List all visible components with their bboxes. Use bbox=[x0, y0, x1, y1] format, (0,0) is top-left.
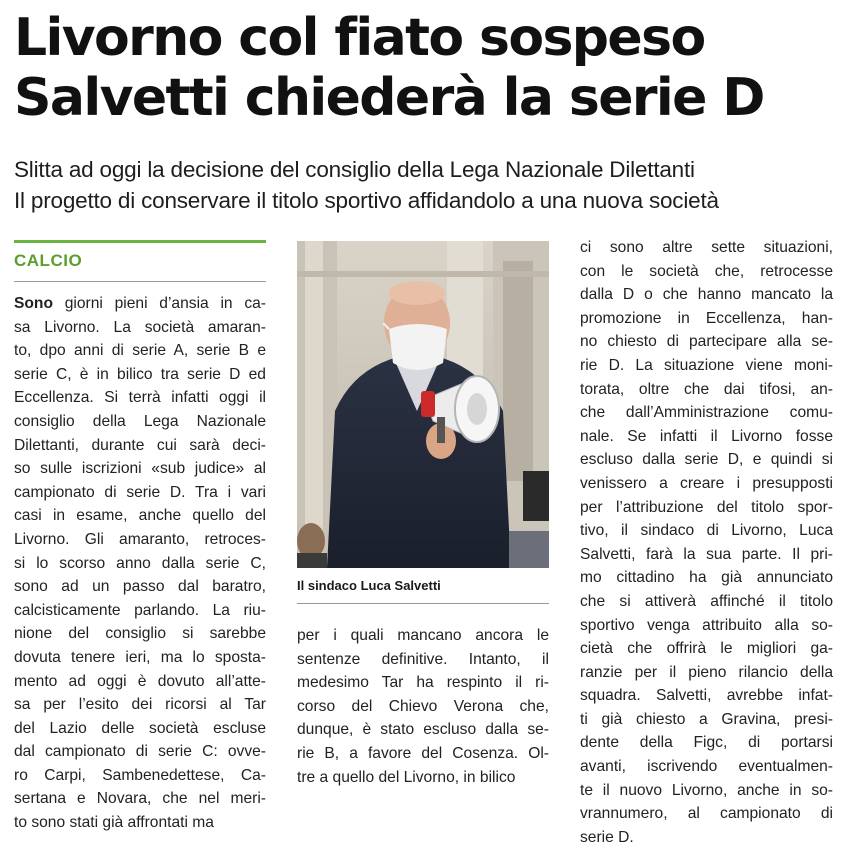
rubric-divider bbox=[14, 281, 266, 282]
subheadline bbox=[14, 154, 834, 216]
text-line: rie B, a favore del Cosenza. Ol- bbox=[297, 744, 549, 762]
text-line: medesimo Tar ha respinto il ri- bbox=[297, 674, 549, 692]
text-line: del Lazio delle società escluse bbox=[14, 719, 266, 737]
text-line: si lo scorso anno dalla serie C, bbox=[14, 554, 266, 572]
text-line: campionato di serie D. Tra i vari bbox=[14, 483, 266, 501]
text-line: con le società che, retrocesse bbox=[580, 262, 833, 280]
text-line: dente della Figc, di portarsi bbox=[580, 734, 833, 752]
text-line: nale. Se infatti il Livorno fosse bbox=[580, 427, 833, 445]
photo-caption: Il sindaco Luca Salvetti bbox=[297, 578, 441, 593]
text-line: mento ad oggi è dovuto all’atte- bbox=[14, 672, 266, 690]
text-line: mo cittadino ha già annunciato bbox=[580, 569, 833, 587]
text-line: che si attiverà affinché il titolo bbox=[580, 592, 833, 610]
text-line: no chiesto di partecipare alla se- bbox=[580, 333, 833, 351]
text-line: squadra. Salvetti, avrebbe infat- bbox=[580, 687, 833, 705]
text-line: tivo, il sindaco di Livorno, Luca bbox=[580, 522, 833, 540]
headline bbox=[14, 8, 834, 128]
text-line: sa per l’esito dei ricorsi al Tar bbox=[14, 696, 266, 714]
text-line: ci sono altre sette situazioni, bbox=[580, 239, 833, 256]
text-line: ti già chiesto a Gravina, presi- bbox=[580, 710, 833, 728]
text-line: per i quali mancano ancora le bbox=[297, 627, 549, 644]
text-line: cietà che offrirà le migliori ga- bbox=[580, 640, 833, 658]
text-line: so sulle iscrizioni «sub judice» al bbox=[14, 460, 266, 478]
text-line: venissero a creare i presupposti bbox=[580, 474, 833, 492]
article-column-1 bbox=[14, 292, 266, 835]
text-line: corso del Chievo Verona che, bbox=[297, 697, 549, 715]
text-line: serie C, è in bilico tra serie D ed bbox=[14, 365, 266, 383]
photo-illustration bbox=[297, 241, 549, 568]
text-line: Sono giorni pieni d’ansia in ca- bbox=[14, 295, 266, 312]
text-line: avanti, iscrivendo eventualmen- bbox=[580, 758, 833, 776]
text-line: consiglio della Lega Nazionale bbox=[14, 412, 266, 430]
text-line: Eccellenza. Si terrà infatti oggi il bbox=[14, 389, 266, 407]
text-line: promozione in Eccellenza, han- bbox=[580, 309, 833, 327]
text-line: torata, oltre che dai tifosi, an- bbox=[580, 380, 833, 398]
text-line: vrannumero, al campionato di bbox=[580, 805, 833, 823]
text-line: ro Carpi, Sambenedettese, Ca- bbox=[14, 766, 266, 784]
text-line: che dall’Amministrazione comu- bbox=[580, 404, 833, 422]
text-line: dal campionato di serie C: ovve- bbox=[14, 743, 266, 761]
article-column-2 bbox=[297, 624, 549, 789]
text-line: rie D. La situazione viene moni- bbox=[580, 356, 833, 374]
headline-line-2: Salvetti chiederà la serie D bbox=[14, 68, 764, 128]
text-line: sertana e Novara, che nel meri- bbox=[14, 790, 266, 808]
text-line: to, dpo anni di serie A, serie B e bbox=[14, 342, 266, 360]
text-line: sono ad un passo dal baratro, bbox=[14, 578, 266, 596]
text-line: sa Livorno. La società amaran- bbox=[14, 318, 266, 336]
text-line: Salvetti, farà la sua parte. Il pri- bbox=[580, 545, 833, 563]
text-line: ranzie per il pieno rilancio della bbox=[580, 663, 833, 681]
text-line: sentenze definitive. Intanto, il bbox=[297, 650, 549, 668]
text-line: to sono stati già affrontati ma bbox=[14, 814, 214, 832]
text-line: casi in esame, anche quello del bbox=[14, 507, 266, 525]
text-line: nione del consiglio si sarebbe bbox=[14, 625, 266, 643]
article-column-3 bbox=[580, 236, 833, 849]
text-line: serie D. bbox=[580, 828, 634, 846]
text-line: calcisticamente parlando. La riu- bbox=[14, 601, 266, 619]
caption-divider bbox=[297, 603, 549, 604]
rubric-bar bbox=[14, 240, 266, 243]
lead-word: Sono bbox=[14, 295, 53, 312]
text-line: dalla D o che hanno mancato la bbox=[580, 286, 833, 304]
text-line: per l’attribuzione del titolo spor- bbox=[580, 498, 833, 516]
photo-mayor bbox=[297, 241, 549, 568]
text-line: escluso dalla serie D, e quindi si bbox=[580, 451, 833, 469]
subheadline-line-1: Slitta ad oggi la decisione del consiglio della Lega Nazionale Dilettanti bbox=[14, 157, 695, 182]
text-line: Dilettanti, durante cui sarà deci- bbox=[14, 436, 266, 454]
text-line: tre a quello del Livorno, in bilico bbox=[297, 768, 516, 786]
text-line: te il nuovo Livorno, anche in so- bbox=[580, 781, 833, 799]
subheadline-line-2: Il progetto di conservare il titolo sportivo affidandolo a una nuova società bbox=[14, 188, 719, 213]
text-line: dovuta tenere ieri, ma lo sposta- bbox=[14, 648, 266, 666]
text-line: Livorno. Gli amaranto, retroces- bbox=[14, 530, 266, 548]
text-line: dunque, è stato escluso dalla se- bbox=[297, 721, 549, 739]
headline-line-1: Livorno col fiato sospeso bbox=[14, 8, 705, 68]
section-rubric: CALCIO bbox=[14, 251, 83, 270]
text-line: sportivo venga attribuito alla so- bbox=[580, 616, 833, 634]
